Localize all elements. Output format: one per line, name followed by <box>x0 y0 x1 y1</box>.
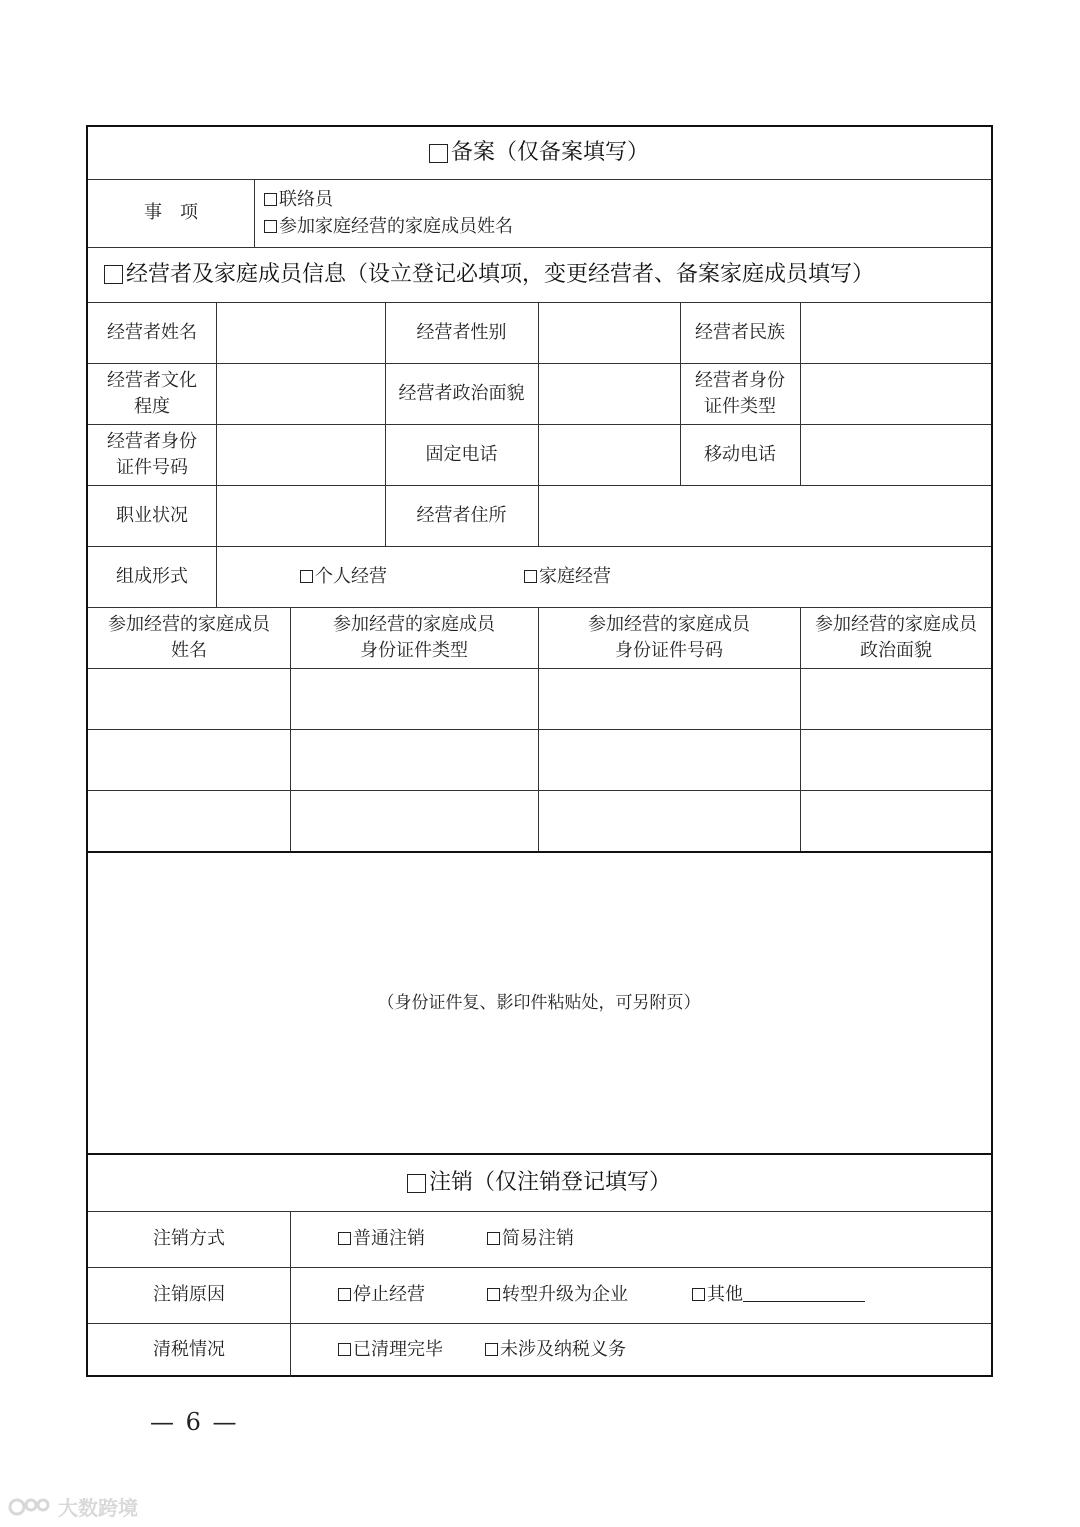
option-label: 联络员 <box>279 189 333 210</box>
registration-form <box>86 125 993 1377</box>
operator-political-label: 经营者政治面貌 <box>398 382 525 404</box>
tax-cleared[interactable] <box>338 1337 443 1363</box>
watermark-logo-icon <box>8 1496 52 1518</box>
filing-section-title <box>88 127 990 179</box>
divider <box>88 302 991 303</box>
divider <box>290 607 291 851</box>
divider <box>88 485 991 486</box>
checkbox-icon[interactable] <box>338 1232 351 1245</box>
checkbox-icon[interactable] <box>524 570 537 583</box>
member-id-type-header <box>290 607 538 668</box>
divider <box>88 729 991 730</box>
cancel-reason-label: 注销原因 <box>153 1284 225 1305</box>
divider <box>385 302 386 546</box>
cancellation-section-title <box>88 1155 990 1211</box>
filing-option-family-members[interactable] <box>264 214 513 240</box>
label-line: 经营者文化 <box>107 369 197 391</box>
cancellation-checkbox[interactable] <box>407 1174 426 1193</box>
divider <box>254 179 255 247</box>
header-line: 身份证件类型 <box>360 639 468 661</box>
id-paste-area: （身份证件复、影印件粘贴处，可另附页） <box>377 993 701 1013</box>
divider <box>88 546 991 547</box>
header-line: 参加经营的家庭成员 <box>588 613 750 635</box>
tax-clearance-label: 清税情况 <box>153 1339 225 1360</box>
option-label: 停止经营 <box>353 1284 425 1305</box>
cancel-method-label: 注销方式 <box>153 1228 225 1249</box>
checkbox-icon[interactable] <box>300 570 313 583</box>
checkbox-icon[interactable] <box>692 1288 705 1301</box>
option-label: 未涉及纳税义务 <box>500 1339 626 1360</box>
form-option-individual[interactable] <box>300 564 387 590</box>
divider <box>88 363 991 364</box>
operator-ethnicity-label: 经营者民族 <box>695 321 785 343</box>
header-line: 政治面貌 <box>860 639 932 661</box>
cancellation-title-text: 注销（仅注销登记填写） <box>428 1170 671 1195</box>
checkbox-icon[interactable] <box>264 193 277 206</box>
filing-option-liaison[interactable] <box>264 187 333 213</box>
option-label: 参加家庭经营的家庭成员姓名 <box>279 216 513 237</box>
divider <box>680 302 681 485</box>
landline-label: 固定电话 <box>425 443 498 465</box>
divider <box>216 302 217 607</box>
operator-name-label: 经营者姓名 <box>107 321 197 343</box>
option-label: 转型升级为企业 <box>502 1284 628 1305</box>
option-label: 简易注销 <box>502 1228 574 1249</box>
divider <box>538 302 539 546</box>
operator-checkbox[interactable] <box>104 265 123 284</box>
filing-title-text: 备案（仅备案填写） <box>450 140 649 165</box>
header-line: 参加经营的家庭成员 <box>333 613 495 635</box>
tax-not-involved[interactable] <box>485 1337 626 1363</box>
header-line: 姓名 <box>171 639 207 661</box>
cancel-method-simple[interactable] <box>487 1226 574 1252</box>
divider <box>538 607 539 851</box>
matter-label: 事 项 <box>144 202 198 223</box>
filing-checkbox[interactable] <box>429 144 448 163</box>
composition-form-label: 组成形式 <box>116 565 188 587</box>
other-reason-blank[interactable] <box>743 1283 865 1302</box>
checkbox-icon[interactable] <box>264 220 277 233</box>
operator-education-label <box>88 363 216 424</box>
operator-title-text: 经营者及家庭成员信息（设立登记必填项，变更经营者、备案家庭成员填写） <box>126 261 875 287</box>
label-line: 证件号码 <box>116 456 188 478</box>
operator-section-title <box>88 247 990 302</box>
option-label: 其他 <box>707 1284 743 1305</box>
mobile-label: 移动电话 <box>704 443 776 465</box>
operator-id-number-label <box>88 424 216 485</box>
header-line: 参加经营的家庭成员 <box>815 613 977 635</box>
occupation-label: 职业状况 <box>116 504 188 526</box>
label-line: 程度 <box>134 395 170 417</box>
operator-id-type-label <box>680 363 800 424</box>
divider <box>290 1211 291 1377</box>
member-name-header <box>88 607 290 668</box>
member-political-header <box>800 607 992 668</box>
option-label: 已清理完毕 <box>353 1339 443 1360</box>
checkbox-icon[interactable] <box>338 1288 351 1301</box>
member-id-number-header <box>538 607 800 668</box>
reason-upgrade-enterprise[interactable] <box>487 1282 628 1308</box>
header-line: 参加经营的家庭成员 <box>108 613 270 635</box>
checkbox-icon[interactable] <box>338 1343 351 1356</box>
checkbox-icon[interactable] <box>487 1232 500 1245</box>
reason-stop-business[interactable] <box>338 1282 425 1308</box>
divider <box>88 424 991 425</box>
reason-other[interactable] <box>692 1282 865 1308</box>
checkbox-icon[interactable] <box>485 1343 498 1356</box>
watermark-text: 大数跨境 <box>58 1496 138 1520</box>
operator-gender-label: 经营者性别 <box>416 321 507 343</box>
option-label: 家庭经营 <box>539 566 611 587</box>
label-line: 证件类型 <box>704 395 776 417</box>
checkbox-icon[interactable] <box>487 1288 500 1301</box>
option-label: 普通注销 <box>353 1228 425 1249</box>
label-line: 经营者身份 <box>695 369 785 391</box>
label-line: 经营者身份 <box>107 430 197 452</box>
page-number: — 6 — <box>150 1408 239 1436</box>
form-option-family[interactable] <box>524 564 611 590</box>
header-line: 身份证件号码 <box>615 639 723 661</box>
divider <box>88 790 991 791</box>
divider <box>88 668 991 669</box>
divider <box>800 607 801 851</box>
watermark <box>8 1492 138 1521</box>
cancel-method-normal[interactable] <box>338 1226 425 1252</box>
divider <box>800 302 801 485</box>
residence-label: 经营者住所 <box>416 504 507 526</box>
option-label: 个人经营 <box>315 566 387 587</box>
